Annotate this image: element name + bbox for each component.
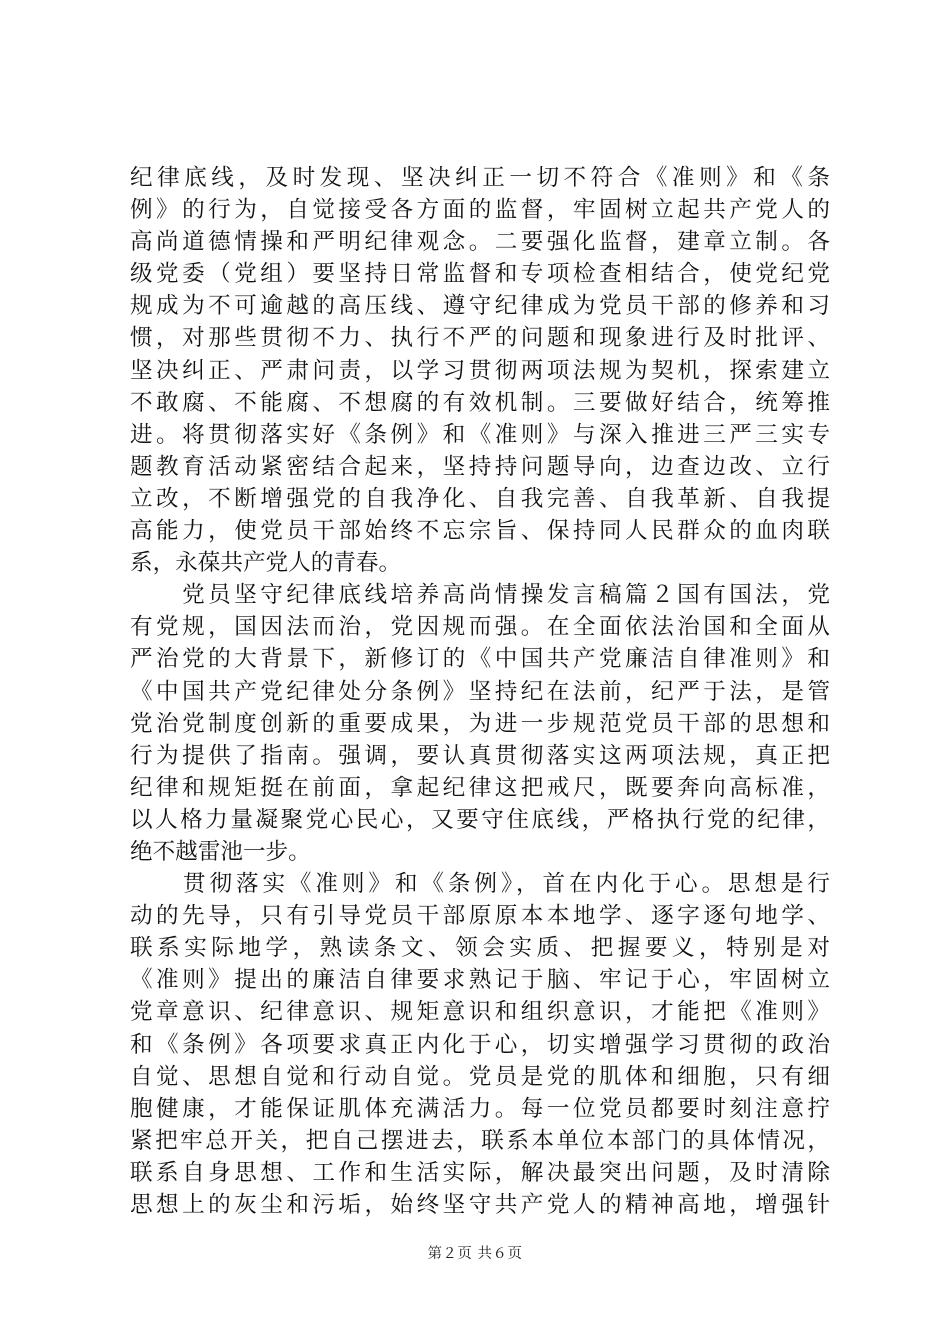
text-line: 自觉、思想自觉和行动自觉。党员是党的肌体和细胞，只有细 <box>130 1063 830 1090</box>
text-line: 党治党制度创新的重要成果，为进一步规范党员干部的思想和 <box>130 710 830 737</box>
text-line: 和《条例》各项要求真正内化于心，切实增强学习贯彻的政治 <box>130 1031 830 1058</box>
text-line: 贯彻落实《准则》和《条例》，首在内化于心。思想是行 <box>130 871 830 898</box>
text-line: 不敢腐、不能腐、不想腐的有效机制。三要做好结合，统筹推 <box>130 389 830 416</box>
text-line: 系，永葆共产党人的青春。 <box>130 550 402 577</box>
text-line: 立改，不断增强党的自我净化、自我完善、自我革新、自我提 <box>130 485 830 512</box>
text-line: 级党委（党组）要坚持日常监督和专项检查相结合，使党纪党 <box>130 261 830 288</box>
text-line: 联系实际地学，熟读条文、领会实质、把握要义，特别是对 <box>130 935 830 962</box>
text-line: 胞健康，才能保证肌体充满活力。每一位党员都要时刻注意拧 <box>130 1095 830 1122</box>
text-line: 高能力，使党员干部始终不忘宗旨、保持同人民群众的血肉联 <box>130 518 830 545</box>
text-line: 高尚道德情操和严明纪律观念。二要强化监督，建章立制。各 <box>130 229 830 256</box>
text-line: 行为提供了指南。强调，要认真贯彻落实这两项法规，真正把 <box>130 742 830 769</box>
text-line: 党章意识、纪律意识、规矩意识和组织意识，才能把《准则》 <box>130 999 830 1026</box>
text-line: 紧把牢总开关，把自己摆进去，联系本单位本部门的具体情况， <box>130 1127 830 1154</box>
text-line: 例》的行为，自觉接受各方面的监督，牢固树立起共产党人的 <box>130 197 830 224</box>
text-line: 思想上的灰尘和污垢，始终坚守共产党人的精神高地，增强针 <box>130 1192 830 1218</box>
text-line: 联系自身思想、工作和生活实际，解决最突出问题，及时清除 <box>130 1159 830 1186</box>
page-footer: 第２页 共６页 <box>427 1246 523 1262</box>
text-line: 规成为不可逾越的高压线、遵守纪律成为党员干部的修养和习 <box>130 293 830 320</box>
text-line: 以人格力量凝聚党心民心，又要守住底线，严格执行党的纪律， <box>130 806 830 833</box>
text-line: 严治党的大背景下，新修订的《中国共产党廉洁自律准则》和 <box>130 646 830 673</box>
text-line: 《中国共产党纪律处分条例》坚持纪在法前，纪严于法，是管 <box>130 678 830 705</box>
text-line: 纪律和规矩挺在前面，拿起纪律这把戒尺，既要奔向高标准， <box>130 774 830 801</box>
text-line: 动的先导，只有引导党员干部原原本本地学、逐字逐句地学、 <box>130 903 830 930</box>
text-line: 题教育活动紧密结合起来，坚持持问题导向，边查边改、立行 <box>130 453 830 480</box>
text-line: 党员坚守纪律底线培养高尚情操发言稿篇２国有国法，党 <box>130 582 830 609</box>
text-line: 进。将贯彻落实好《条例》和《准则》与深入推进三严三实专 <box>130 421 830 448</box>
text-line: 纪律底线，及时发现、坚决纠正一切不符合《准则》和《条 <box>130 165 830 191</box>
body-text <box>130 162 830 1221</box>
text-line: 惯，对那些贯彻不力、执行不严的问题和现象进行及时批评、 <box>130 325 830 352</box>
text-line: 有党规，国因法而治，党因规而强。在全面依法治国和全面从 <box>130 614 830 641</box>
text-line: 《准则》提出的廉洁自律要求熟记于脑、牢记于心，牢固树立 <box>130 967 830 994</box>
text-line: 绝不越雷池一步。 <box>130 838 311 865</box>
text-line: 坚决纠正、严肃问责，以学习贯彻两项法规为契机，探索建立 <box>130 357 830 384</box>
